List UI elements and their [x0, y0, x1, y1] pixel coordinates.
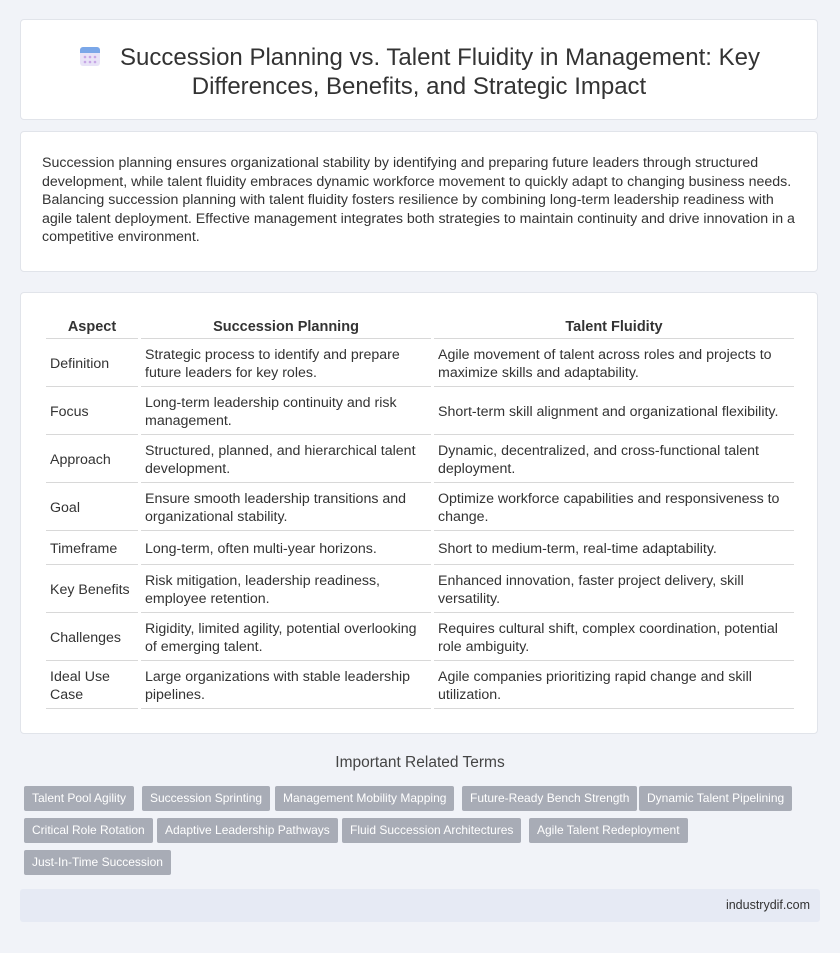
tag-talent-pool-agility[interactable]: Talent Pool Agility [24, 786, 134, 811]
tag-adaptive-leadership-pathways[interactable]: Adaptive Leadership Pathways [157, 818, 338, 843]
footer-site[interactable]: industrydif.com [725, 898, 810, 912]
cell-talent-fluidity: Dynamic, decentralized, and cross-functional talent deployment. [434, 437, 794, 483]
page-title: Succession Planning vs. Talent Fluidity in Management: Key Differences, Benefits, and Strategic Impact [120, 44, 760, 100]
cell-aspect: Challenges [46, 615, 138, 661]
cell-talent-fluidity: Requires cultural shift, complex coordination, potential role ambiguity. [434, 615, 794, 661]
cell-aspect: Timeframe [46, 533, 138, 565]
cell-succession-planning: Ensure smooth leadership transitions and organizational stability. [141, 485, 431, 531]
table-row [46, 341, 794, 387]
table-row [46, 567, 794, 613]
related-terms-heading: Important Related Terms [335, 754, 505, 771]
cell-aspect: Definition [46, 341, 138, 387]
tag-fluid-succession-architectures[interactable]: Fluid Succession Architectures [342, 818, 521, 843]
header-aspect: Aspect [46, 315, 138, 339]
tag-future-ready-bench-strength[interactable]: Future-Ready Bench Strength [462, 786, 637, 811]
cell-talent-fluidity: Agile companies prioritizing rapid change and skill utilization. [434, 663, 794, 709]
cell-aspect: Approach [46, 437, 138, 483]
tag-critical-role-rotation[interactable]: Critical Role Rotation [24, 818, 153, 843]
cell-succession-planning: Rigidity, limited agility, potential overlooking of emerging talent. [141, 615, 431, 661]
cell-talent-fluidity: Agile movement of talent across roles and projects to maximize skills and adaptability. [434, 341, 794, 387]
cell-succession-planning: Strategic process to identify and prepare future leaders for key roles. [141, 341, 431, 387]
tag-succession-sprinting[interactable]: Succession Sprinting [142, 786, 270, 811]
intro-paragraph: Succession planning ensures organizational stability by identifying and preparing future leaders through structured development, while talent fluidity embraces dynamic workforce movement to quickly adapt to changing business needs. Balancing succession planning with talent fluidity fosters resilience by combining long-term leadership readiness with agile talent deployment. Effective management integrates both strategies to maintain continuity and drive innovation in a competitive environment. [42, 155, 795, 246]
table-row [46, 437, 794, 483]
tag-dynamic-talent-pipelining[interactable]: Dynamic Talent Pipelining [639, 786, 792, 811]
page-title-wrap [21, 43, 817, 101]
cell-talent-fluidity: Optimize workforce capabilities and responsiveness to change. [434, 485, 794, 531]
cell-aspect: Focus [46, 389, 138, 435]
table-row [46, 663, 794, 709]
table-row [46, 533, 794, 565]
intro-card [20, 131, 818, 272]
cell-aspect: Key Benefits [46, 567, 138, 613]
tag-management-mobility-mapping[interactable]: Management Mobility Mapping [275, 786, 454, 811]
cell-succession-planning: Large organizations with stable leadership pipelines. [141, 663, 431, 709]
table-row [46, 485, 794, 531]
calendar-icon [78, 44, 102, 68]
comparison-table-card [20, 292, 818, 734]
cell-talent-fluidity: Enhanced innovation, faster project delivery, skill versatility. [434, 567, 794, 613]
header-talent-fluidity: Talent Fluidity [434, 315, 794, 339]
cell-succession-planning: Long-term, often multi-year horizons. [141, 533, 431, 565]
cell-succession-planning: Structured, planned, and hierarchical talent development. [141, 437, 431, 483]
footer-bar [20, 889, 820, 922]
cell-succession-planning: Risk mitigation, leadership readiness, employee retention. [141, 567, 431, 613]
cell-succession-planning: Long-term leadership continuity and risk management. [141, 389, 431, 435]
cell-talent-fluidity: Short to medium-term, real-time adaptability. [434, 533, 794, 565]
tag-agile-talent-redeployment[interactable]: Agile Talent Redeployment [529, 818, 688, 843]
cell-aspect: Goal [46, 485, 138, 531]
table-row [46, 615, 794, 661]
header-succession-planning: Succession Planning [141, 315, 431, 339]
comparison-table [43, 313, 797, 711]
table-row [46, 389, 794, 435]
cell-aspect: Ideal Use Case [46, 663, 138, 709]
tag-just-in-time-succession[interactable]: Just-In-Time Succession [24, 850, 171, 875]
table-header-row [46, 315, 794, 339]
cell-talent-fluidity: Short-term skill alignment and organizational flexibility. [434, 389, 794, 435]
header-card [20, 19, 818, 120]
